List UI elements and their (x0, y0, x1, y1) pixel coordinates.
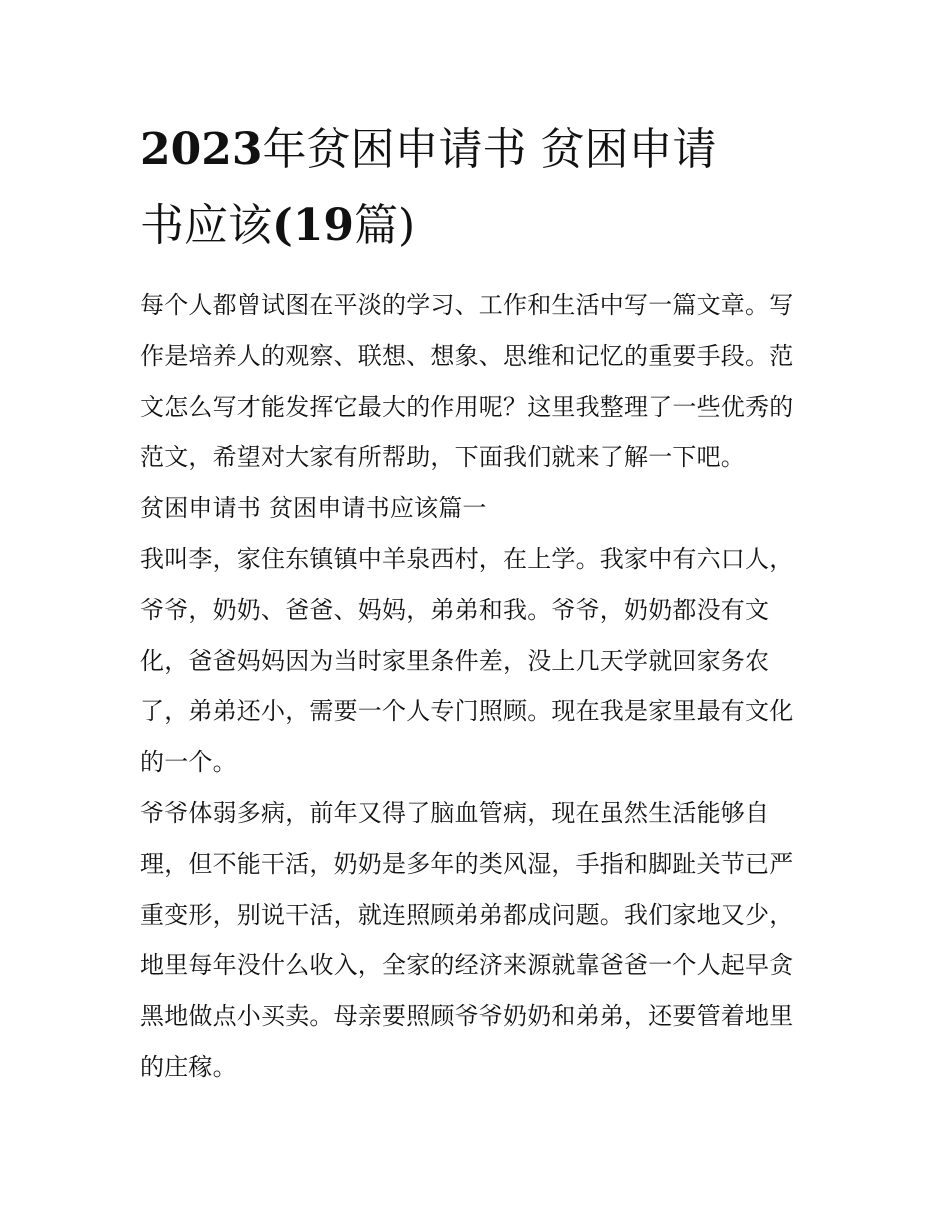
title-text-suffix: 篇) (354, 200, 416, 251)
document-title (140, 112, 812, 264)
title-count: (19 (272, 200, 355, 251)
body-paragraph: 爷爷体弱多病，前年又得了脑血管病，现在虽然生活能够自理，但不能干活，奶奶是多年的类风湿，手指和脚趾关节已严重变形，别说干活，就连照顾弟弟都成问题。我们家地又少，地里每年没什么收入，全家的经济来源就靠爸爸一个人起早贪黑地做点小买卖。母亲要照顾爷爷奶奶和弟弟，还要管着地里的庄稼。 (140, 798, 794, 1081)
section-heading: 贫困申请书 贫困申请书应该篇一 (140, 494, 487, 523)
document-content (140, 112, 812, 1093)
title-text-line1: 年贫困申请书 贫困申请 (262, 124, 717, 175)
title-text-line2: 书应该 (140, 200, 272, 251)
title-year: 2023 (140, 124, 263, 175)
body-paragraph: 我叫李，家住东镇镇中羊泉西村，在上学。我家中有六口人，爷爷，奶奶、爸爸、妈妈，弟弟和我。爷爷，奶奶都没有文化，爸爸妈妈因为当时家里条件差，没上几天学就回家务农了，弟弟还小，需要一个人专门照顾。现在我是家里最有文化的一个。 (140, 544, 794, 777)
document-body (140, 280, 812, 1093)
intro-paragraph: 每个人都曾试图在平淡的学习、工作和生活中写一篇文章。写作是培养人的观察、联想、想象、思维和记忆的重要手段。范文怎么写才能发挥它最大的作用呢？这里我整理了一些优秀的范文，希望对大家有所帮助，下面我们就来了解一下吧。 (140, 291, 794, 472)
